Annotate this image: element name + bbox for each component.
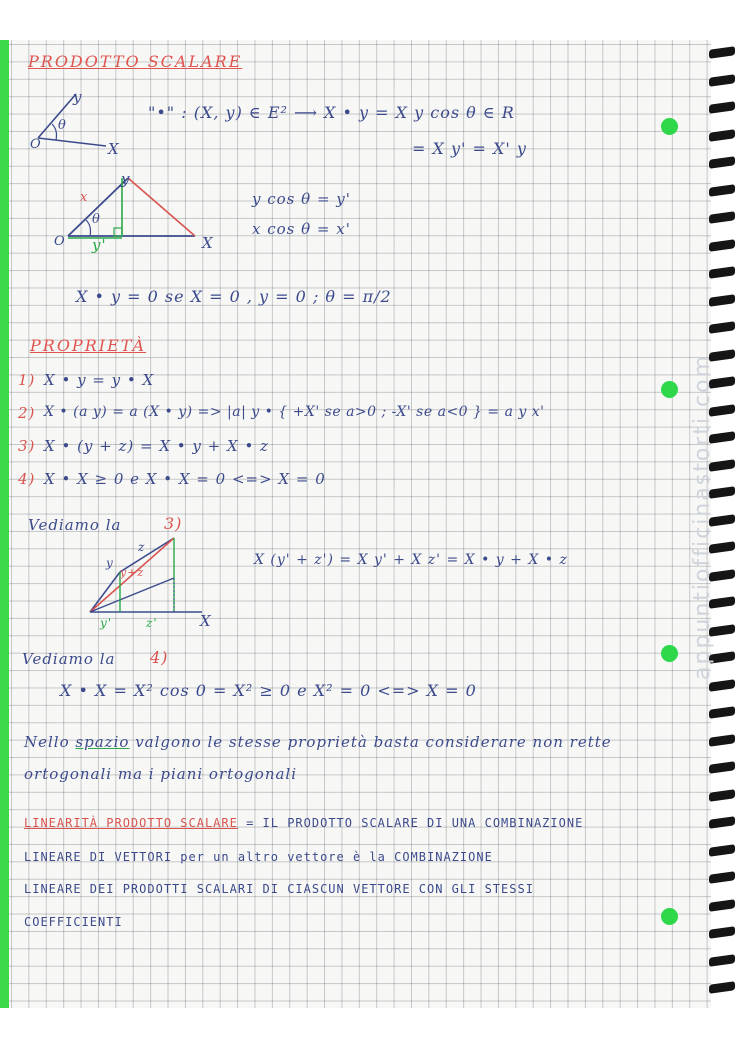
spiral-coil xyxy=(709,156,735,169)
spiral-coil xyxy=(709,321,735,334)
definition-line-1: "•" : (X, y) ∈ E² ⟶ X • y = X y cos θ ∈ R xyxy=(148,103,515,122)
property-3-number: 3) xyxy=(18,437,36,455)
fig2-x-label: x xyxy=(80,190,89,205)
orthogonality-condition: X • y = 0 se X = 0 , y = 0 ; θ = π/2 xyxy=(76,287,392,306)
property-1-text: X • y = y • X xyxy=(44,371,155,389)
spiral-coil xyxy=(709,74,735,87)
properties-title: PROPRIETÀ xyxy=(30,336,147,355)
vector-x-label: X xyxy=(108,140,120,158)
page-edge-strip xyxy=(0,40,9,1008)
property-2-text: X • (a y) = a (X • y) => |a| y • { +X' se a>0 ; -X' se a<0 } = a y x' xyxy=(44,404,545,420)
spiral-coil xyxy=(709,266,735,279)
vector-y-label: y xyxy=(73,88,83,106)
page-title: PRODOTTO SCALARE xyxy=(28,52,243,71)
vediamo-3-label: Vediamo la xyxy=(28,516,122,534)
fig2-projection-label: y' xyxy=(92,236,107,254)
property-4-number: 4) xyxy=(18,470,36,488)
spiral-coil xyxy=(709,761,735,774)
spiral-coil xyxy=(709,129,735,142)
space-note-pre: Nello xyxy=(24,733,70,751)
space-note-line-2: ortogonali ma i piani ortogonali xyxy=(24,765,298,783)
fig2-y-label: y xyxy=(121,170,131,188)
spiral-coil xyxy=(709,101,735,114)
space-note-line-1 xyxy=(24,733,612,751)
spiral-coil xyxy=(709,706,735,719)
eq-property-3: X (y' + z') = X y' + X z' = X • y + X • z xyxy=(254,552,568,568)
fig2-X-label: X xyxy=(202,234,214,252)
origin-label: O xyxy=(30,137,42,152)
projection-eq-1: y cos θ = y' xyxy=(252,190,351,208)
linearity-line-3: LINEARE DEI PRODOTTI SCALARI DI CIASCUN VETTORE CON GLI STESSI xyxy=(24,882,534,896)
spiral-coil xyxy=(709,211,735,224)
theta-label: θ xyxy=(58,118,67,133)
space-note-keyword: spazio xyxy=(75,733,130,751)
linearity-line-1-rest: = IL PRODOTTO SCALARE DI UNA COMBINAZIONE xyxy=(246,816,584,830)
spiral-coil xyxy=(709,184,735,197)
spiral-coil xyxy=(709,954,735,967)
spiral-coil xyxy=(709,734,735,747)
punch-hole xyxy=(661,118,678,135)
eq-property-4: X • X = X² cos 0 = X² ≥ 0 e X² = 0 <=> X = 0 xyxy=(60,681,477,700)
fig3-sum-label: y+z xyxy=(120,566,145,579)
spiral-coil xyxy=(709,926,735,939)
property-3-text: X • (y + z) = X • y + X • z xyxy=(44,437,269,455)
spiral-coil xyxy=(709,981,735,994)
space-note-rest: valgono le stesse proprietà basta considerare non rette xyxy=(135,733,612,751)
spiral-coil xyxy=(709,294,735,307)
linearity-heading: LINEARITÀ PRODOTTO SCALARE xyxy=(24,816,238,830)
property-1-number: 1) xyxy=(18,371,36,389)
watermark: appuntiofficinastorti.com xyxy=(690,353,715,680)
property-2-number: 2) xyxy=(18,404,36,422)
vediamo-4-label: Vediamo la xyxy=(22,650,116,668)
spiral-coil xyxy=(709,871,735,884)
punch-hole xyxy=(661,645,678,662)
spiral-coil xyxy=(709,679,735,692)
spiral-coil xyxy=(709,899,735,912)
linearity-line-1 xyxy=(24,816,583,830)
projection-eq-2: x cos θ = x' xyxy=(252,220,351,238)
spiral-coil xyxy=(709,789,735,802)
spiral-coil xyxy=(709,844,735,857)
vediamo-4-number: 4) xyxy=(150,648,169,667)
property-4-text: X • X ≥ 0 e X • X = 0 <=> X = 0 xyxy=(44,470,326,488)
linearity-line-2: LINEARE DI VETTORI per un altro vettore è la COMBINAZIONE xyxy=(24,850,493,864)
spiral-coil xyxy=(709,46,735,59)
fig3-z-label: z xyxy=(138,540,146,554)
fig2-theta-label: θ xyxy=(92,212,101,227)
fig2-origin-label: O xyxy=(54,234,66,249)
spiral-coil xyxy=(709,239,735,252)
punch-hole xyxy=(661,381,678,398)
projection-figure xyxy=(50,168,220,248)
spiral-coil xyxy=(709,816,735,829)
fig3-y-label: y xyxy=(106,556,114,570)
fig3-x-label: X xyxy=(200,612,212,630)
fig3-zprime-label: z' xyxy=(146,616,158,630)
linearity-line-4: COEFFICIENTI xyxy=(24,915,123,929)
punch-hole xyxy=(661,908,678,925)
vediamo-3-number: 3) xyxy=(164,514,183,533)
definition-line-2: = X y' = X' y xyxy=(412,139,527,158)
fig3-yprime-label: y' xyxy=(100,616,113,630)
